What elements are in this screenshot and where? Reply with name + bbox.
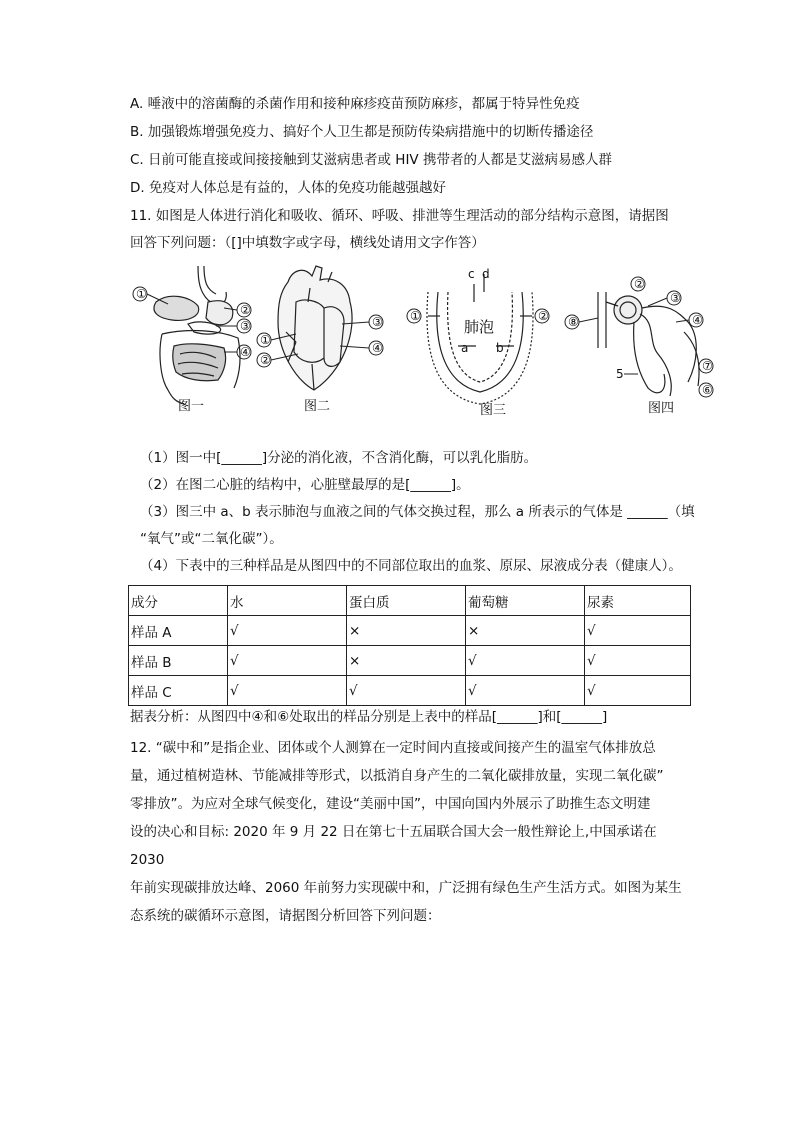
urine-components-table — [128, 585, 691, 706]
q11-sub3-line2: “氧气”或“二氧化碳”）。 — [140, 531, 283, 547]
table-cell: √ — [466, 676, 585, 706]
fig4-nephron-diagram — [598, 292, 699, 396]
q11-sub3-line1: （3）图三中 a、b 表示肺泡与血液之间的气体交换过程，那么 a 所表示的气体是 ______（填 — [140, 504, 695, 520]
q11-sub1: （1）图一中[______]分泌的消化液，不含消化酶，可以乳化脂肪。 — [140, 450, 538, 466]
fig2-label-1: ① — [260, 333, 271, 347]
table-cell: × — [466, 616, 585, 646]
q12-line: 设的决心和目标: 2020 年 9 月 22 日在第七十五届联合国大会一般性辩论上,中国承诺在 2030 — [130, 824, 657, 868]
fig2-label-3: ③ — [372, 315, 383, 329]
q11-stem-line2: 回答下列问题：（[]中填数字或字母，横线处请用文字作答） — [130, 235, 485, 251]
fig4-label-4: ④ — [692, 313, 703, 327]
fig3-label-c: c — [468, 267, 475, 281]
fig3-alveolus-label: 肺泡 — [464, 318, 495, 336]
fig1-label-4: ④ — [240, 345, 251, 359]
fig3-label-d: d — [482, 267, 490, 281]
table-header: 蛋白质 — [347, 586, 466, 616]
fig4-label-5: 5 — [616, 367, 624, 381]
table-header: 成分 — [129, 586, 228, 616]
fig3-label-1: ① — [410, 309, 421, 323]
table-cell: √ — [466, 646, 585, 676]
fig1-label-2: ② — [240, 303, 251, 317]
table-header-row — [129, 586, 691, 616]
option-a: A. 唾液中的溶菌酶的杀菌作用和接种麻疹疫苗预防麻疹，都属于特异性免疫 — [130, 96, 580, 112]
q11-analysis: 据表分析：从图四中④和⑥处取出的样品分别是上表中的样品[______]和[______] — [130, 709, 608, 725]
table-cell: 样品 A — [129, 616, 228, 646]
fig3-alveolus-diagram — [427, 274, 533, 404]
q11-stem-line1: 11. 如图是人体进行消化和吸收、循环、呼吸、排泄等生理活动的部分结构示意图，请据图 — [130, 208, 669, 224]
fig3-label-b: b — [496, 341, 504, 355]
table-cell: √ — [228, 616, 347, 646]
fig4-label-8: ⑧ — [568, 315, 579, 329]
q12-line: 年前实现碳排放达峰、2060 年前努力实现碳中和，广泛拥有绿色生产生活方式。如图为某生 — [130, 880, 682, 896]
q12-paragraph — [130, 734, 695, 930]
fig3-caption: 图三 — [480, 403, 507, 418]
table-cell: √ — [585, 676, 691, 706]
fig3-label-a: a — [461, 341, 469, 355]
q11-sub2: （2）在图二心脏的结构中，心脏壁最厚的是[______]。 — [140, 477, 470, 493]
table-row — [129, 646, 691, 676]
fig2-caption: 图二 — [304, 399, 331, 414]
table-header: 尿素 — [585, 586, 691, 616]
fig4-label-2: ② — [634, 277, 645, 291]
fig4-label-7: ⑦ — [702, 359, 713, 373]
q12-line: 零排放”。为应对全球气候变化，建设“美丽中国”，中国向国内外展示了助推生态文明建 — [130, 796, 651, 812]
table-cell: √ — [585, 646, 691, 676]
fig2-label-2: ② — [260, 353, 271, 367]
table-header: 葡萄糖 — [466, 586, 585, 616]
table-cell: 样品 B — [129, 646, 228, 676]
fig2-heart-diagram — [278, 266, 352, 390]
table-cell: √ — [228, 676, 347, 706]
fig4-label-3: ③ — [670, 291, 681, 305]
table-cell: √ — [347, 676, 466, 706]
table-cell: × — [347, 616, 466, 646]
fig1-caption: 图一 — [178, 399, 205, 414]
fig1-label-1: ① — [136, 287, 147, 301]
option-c: C. 日前可能直接或间接接触到艾滋病患者或 HIV 携带者的人都是艾滋病易感人群 — [130, 152, 612, 168]
table-cell: √ — [585, 616, 691, 646]
fig4-caption: 图四 — [648, 401, 675, 416]
q11-sub4: （4）下表中的三种样品是从图四中的不同部位取出的血浆、原尿、尿液成分表（健康人）。 — [140, 558, 682, 574]
table-row — [129, 676, 691, 706]
option-d: D. 免疫对人体总是有益的，人体的免疫功能越强越好 — [130, 180, 446, 196]
fig1-label-3: ③ — [240, 319, 251, 333]
table-cell: × — [347, 646, 466, 676]
q12-line: 态系统的碳循环示意图，请据图分析回答下列问题： — [130, 908, 441, 924]
q12-line: 量，通过植树造林、节能减排等形式，以抵消自身产生的二氧化碳排放量，实现二氧化碳” — [130, 768, 664, 784]
table-cell: √ — [228, 646, 347, 676]
q11-figures — [128, 262, 713, 422]
fig1-digestive-diagram — [154, 266, 240, 404]
fig4-label-6: ⑥ — [702, 383, 713, 397]
fig3-label-2: ② — [538, 309, 549, 323]
table-cell: 样品 C — [129, 676, 228, 706]
option-b: B. 加强锻炼增强免疫力、搞好个人卫生都是预防传染病措施中的切断传播途径 — [130, 124, 594, 140]
fig2-label-4: ④ — [372, 341, 383, 355]
table-header: 水 — [228, 586, 347, 616]
q12-line: 12. “碳中和”是指企业、团体或个人测算在一定时间内直接或间接产生的温室气体排放总 — [130, 740, 656, 756]
table-row — [129, 616, 691, 646]
